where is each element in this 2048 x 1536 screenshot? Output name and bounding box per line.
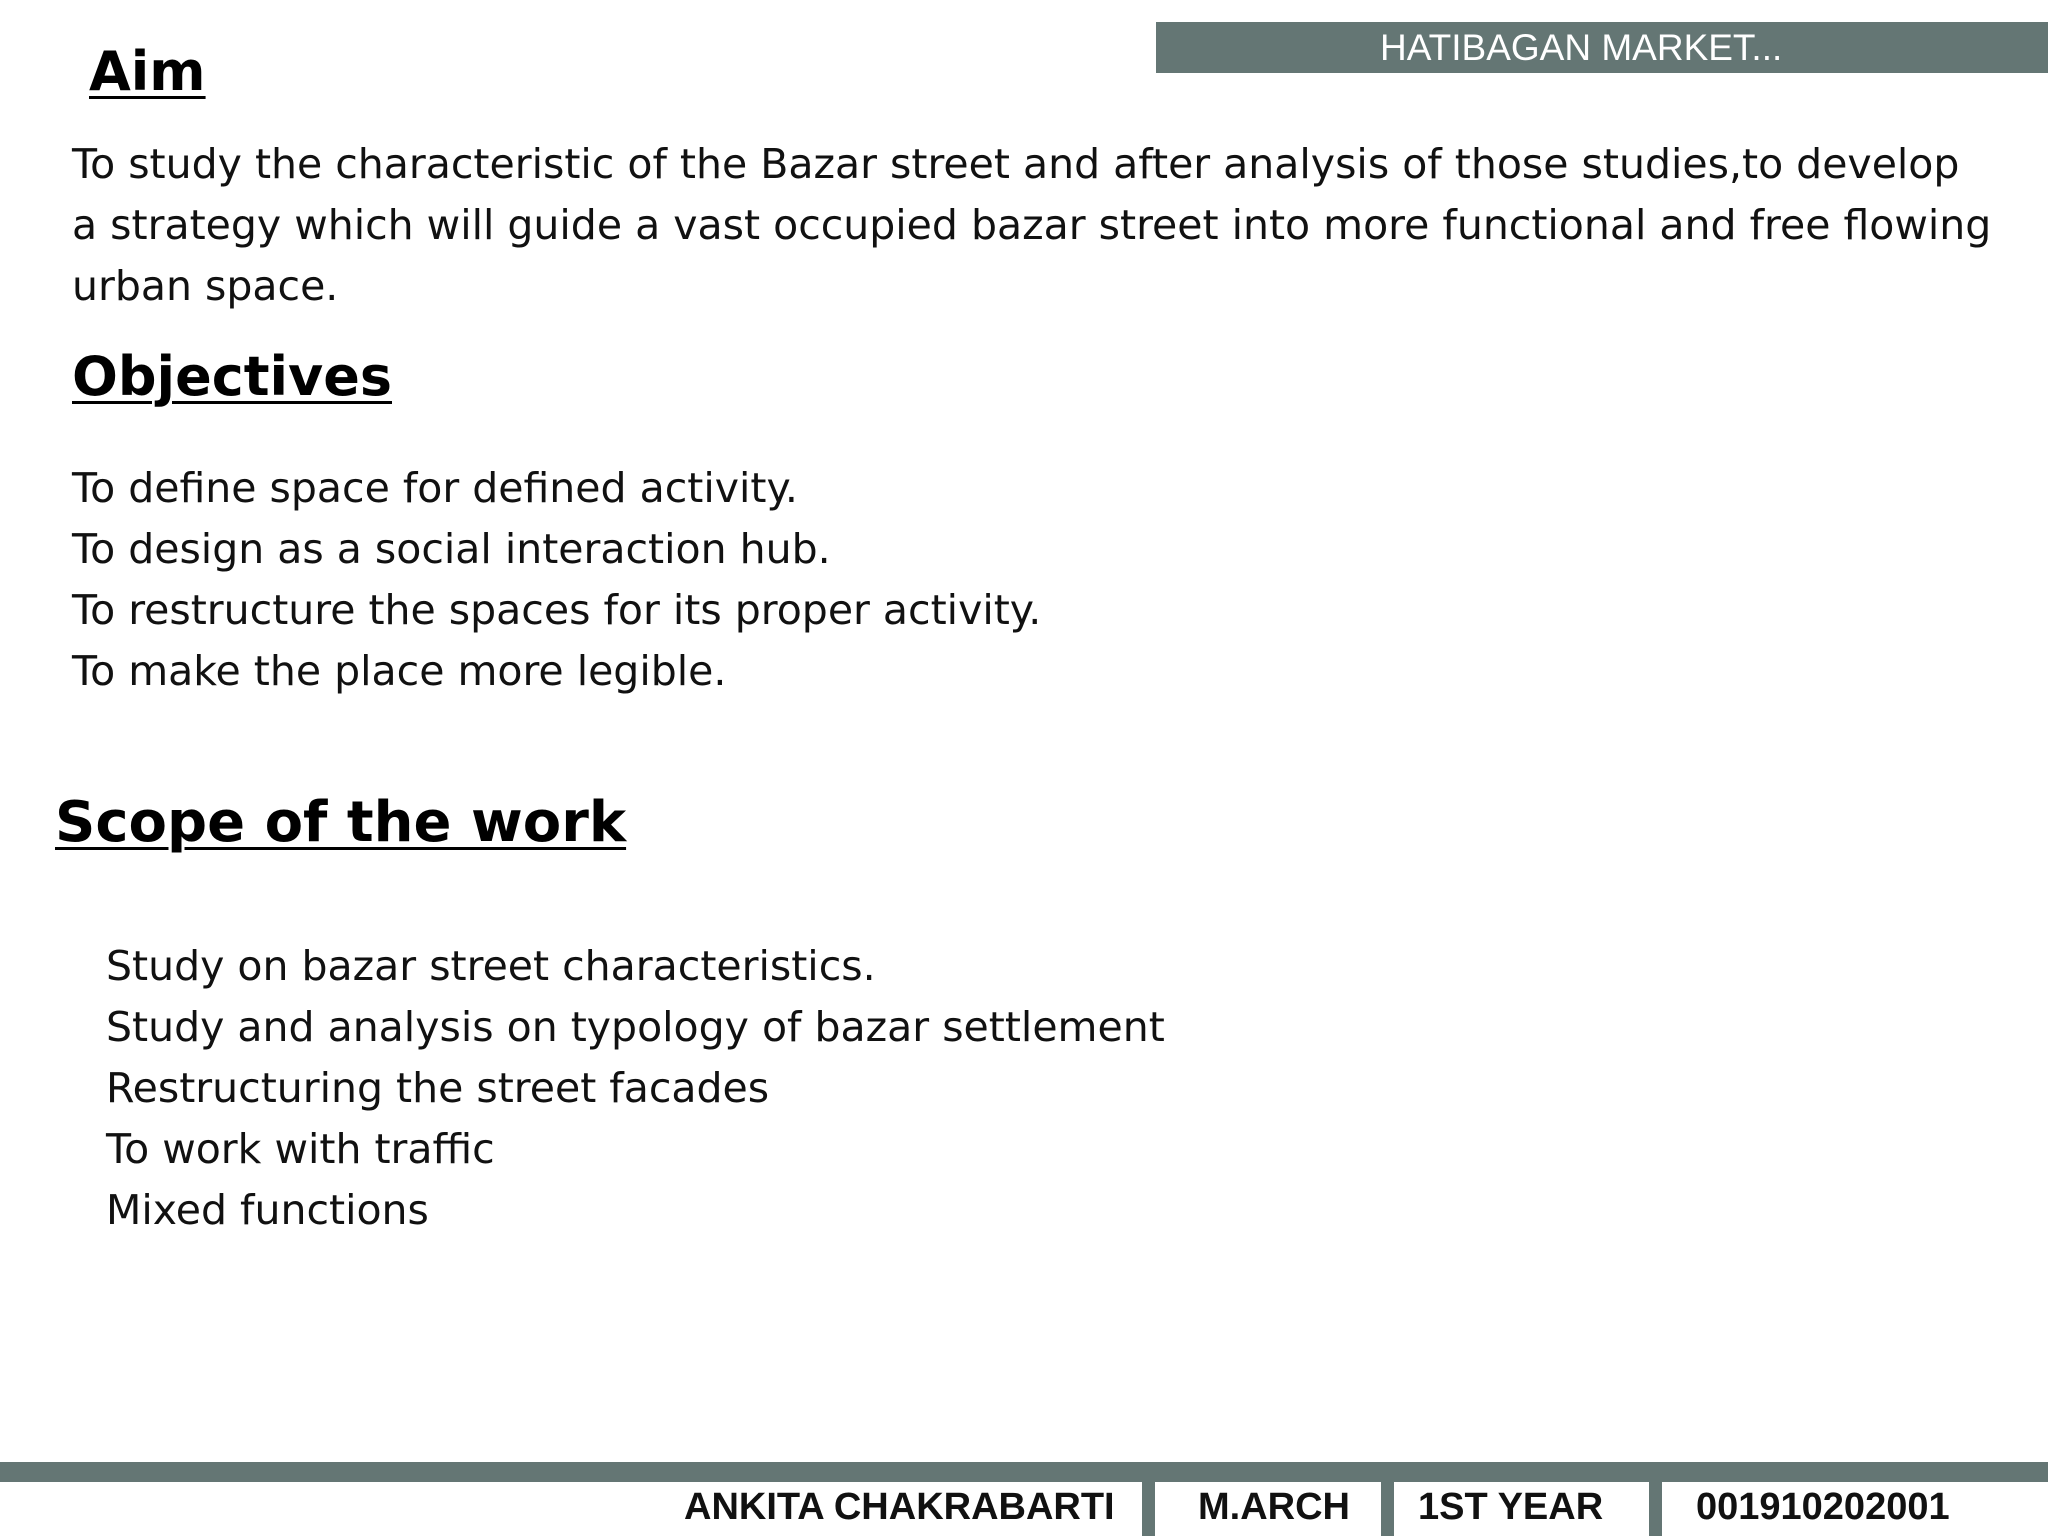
aim-heading: Aim	[89, 40, 206, 103]
footer-divider	[1649, 1482, 1662, 1536]
footer-divider	[1381, 1482, 1394, 1536]
scope-item: To work with traffic	[106, 1125, 495, 1173]
footer-info	[0, 1482, 2048, 1536]
footer-roll-number: 001910202001	[1696, 1486, 1950, 1528]
objective-item: To design as a social interaction hub.	[72, 525, 831, 573]
footer-year: 1ST YEAR	[1418, 1486, 1604, 1528]
objectives-list	[72, 458, 1041, 702]
objective-item: To restructure the spaces for its proper activity.	[72, 586, 1042, 634]
scope-item: Restructuring the street facades	[106, 1064, 770, 1112]
objectives-heading: Objectives	[72, 345, 392, 408]
footer-bar	[0, 1462, 2048, 1482]
objective-item: To define space for defined activity.	[72, 464, 798, 512]
footer-divider	[1142, 1482, 1155, 1536]
header-title-bar	[1156, 22, 2048, 73]
header-title: HATIBAGAN MARKET...	[1380, 27, 1783, 68]
scope-item: Study on bazar street characteristics.	[106, 942, 876, 990]
aim-text: To study the characteristic of the Bazar street and after analysis of those studies,to develop a strategy which will guide a vast occupied bazar street into more functional and free flowing urban space.	[72, 140, 1992, 310]
footer-course: M.ARCH	[1198, 1486, 1350, 1528]
scope-item: Mixed functions	[106, 1186, 429, 1234]
scope-list	[106, 936, 1165, 1241]
objective-item: To make the place more legible.	[72, 647, 727, 695]
scope-heading: Scope of the work	[55, 790, 627, 855]
scope-item: Study and analysis on typology of bazar settlement	[106, 1003, 1165, 1051]
footer-student-name: ANKITA CHAKRABARTI	[684, 1486, 1115, 1528]
